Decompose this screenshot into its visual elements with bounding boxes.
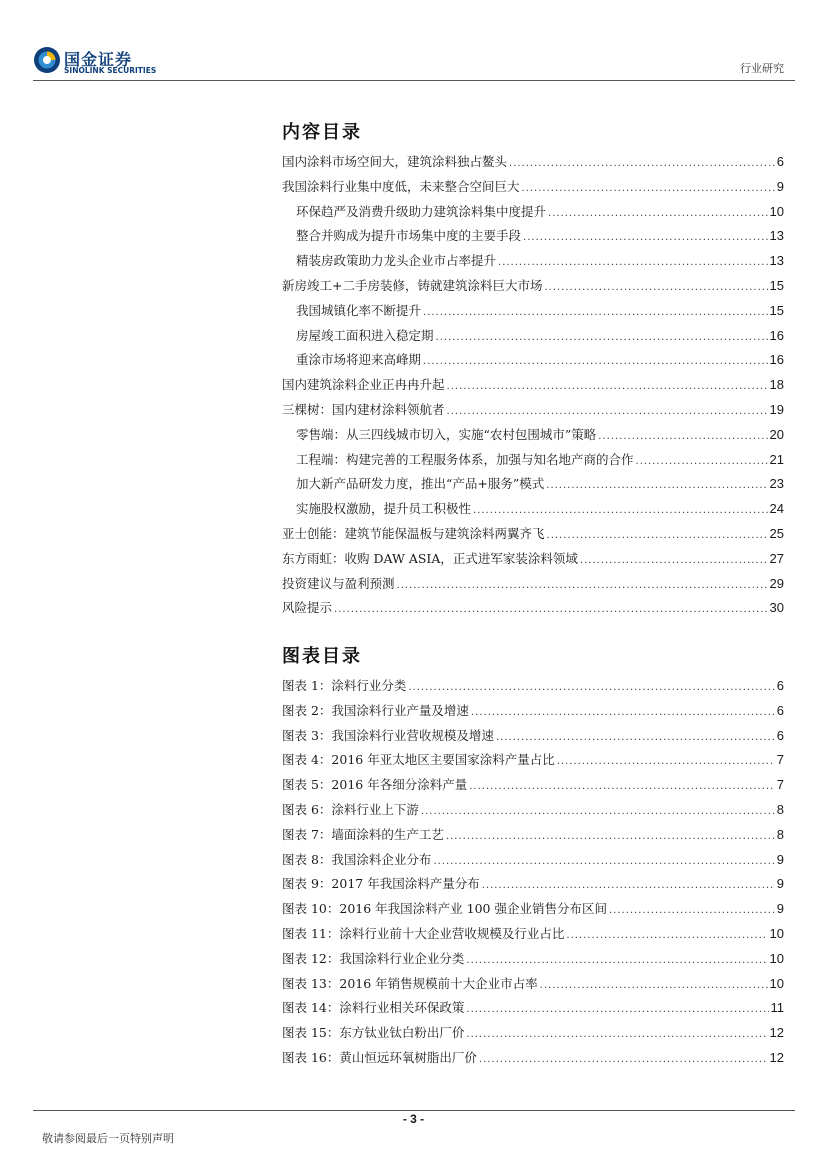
header-divider (33, 80, 795, 81)
toc-entry[interactable] (282, 423, 784, 448)
toc-entry-page: 13 (769, 253, 784, 269)
toc-entry-page: 30 (769, 600, 784, 616)
toc-entry[interactable] (282, 596, 784, 621)
dot-leader (580, 549, 768, 574)
toc-entry-page: 16 (769, 352, 784, 368)
dot-leader (433, 850, 774, 875)
figure-entry[interactable] (282, 972, 784, 997)
logo-english-name: SINOLINK SECURITIES (64, 66, 157, 75)
disclaimer-note: 敬请参阅最后一页特别声明 (42, 1132, 174, 1145)
toc-entry[interactable] (282, 497, 784, 522)
dot-leader (609, 899, 775, 924)
dot-leader (466, 949, 767, 974)
toc-entry-text: 我国城镇化率不断提升 (296, 302, 422, 318)
dot-leader (397, 574, 768, 599)
toc-entry-page: 25 (769, 525, 784, 541)
dot-leader (496, 726, 775, 751)
toc-entry[interactable] (282, 200, 784, 225)
figure-entry[interactable] (282, 872, 784, 897)
page-number: - 3 - (402, 1112, 425, 1126)
toc-entry[interactable] (282, 398, 784, 423)
dot-leader (447, 375, 768, 400)
dot-leader (446, 825, 775, 850)
figure-entry-page: 10 (769, 925, 784, 941)
figure-entry[interactable] (282, 773, 784, 798)
dot-leader (498, 251, 768, 276)
figure-entry[interactable] (282, 947, 784, 972)
figure-entry-page: 9 (776, 876, 784, 892)
page-header (0, 0, 827, 82)
toc-entry[interactable] (282, 448, 784, 473)
dot-leader (557, 750, 775, 775)
toc-entry-page: 15 (769, 302, 784, 318)
toc-entry-text: 国内建筑涂料企业正冉冉升起 (282, 377, 445, 393)
figure-entry-page: 7 (776, 777, 784, 793)
figure-entry-text: 图表 8：我国涂料企业分布 (282, 851, 432, 867)
toc-entry-page: 10 (769, 203, 784, 219)
toc-entry-text: 风险提示 (282, 600, 333, 616)
dot-leader (334, 598, 768, 623)
figure-entry-text: 图表 13：2016 年销售规模前十大企业市占率 (282, 975, 538, 991)
toc-entry[interactable] (282, 249, 784, 274)
toc-entry-text: 零售端：从三四线城市切入，实施“农村包围城市”策略 (296, 426, 597, 442)
toc-entry[interactable] (282, 472, 784, 497)
figure-entry[interactable] (282, 996, 784, 1021)
toc-entry[interactable] (282, 299, 784, 324)
figure-entry[interactable] (282, 724, 784, 749)
toc-entry-text: 我国涂料行业集中度低，未来整合空间巨大 (282, 178, 520, 194)
dot-leader (598, 425, 767, 450)
figure-entry-page: 8 (776, 801, 784, 817)
figure-entry-page: 11 (770, 1000, 784, 1016)
dot-leader (522, 177, 775, 202)
figure-entry-text: 图表 16：黄山恒远环氧树脂出厂价 (282, 1049, 477, 1065)
figure-entry[interactable] (282, 823, 784, 848)
toc-entry-page: 21 (769, 451, 784, 467)
toc-entry-text: 环保趋严及消费升级助力建筑涂料集中度提升 (296, 203, 547, 219)
figure-entry-text: 图表 6：涂料行业上下游 (282, 801, 419, 817)
toc-entry-text: 国内涂料市场空间大，建筑涂料独占鳌头 (282, 154, 508, 169)
logo-chinese-name: 国金证券 (64, 50, 133, 69)
toc-entry-page: 18 (769, 377, 784, 393)
figure-entry-page: 6 (776, 678, 784, 693)
dot-leader (471, 701, 775, 726)
toc-entry[interactable] (282, 324, 784, 349)
toc-entry-text: 整合并购成为提升市场集中度的主要手段 (296, 228, 522, 244)
dot-leader (473, 499, 768, 524)
figure-entry-text: 图表 14：涂料行业相关环保政策 (282, 1000, 465, 1016)
toc-entry-text: 三棵树：国内建材涂料领航者 (282, 401, 445, 417)
toc-entry-page: 19 (769, 401, 784, 417)
toc-entry-page: 27 (769, 550, 784, 566)
dot-leader (482, 874, 775, 899)
figure-entry-text: 图表 4：2016 年亚太地区主要国家涂料产量占比 (282, 752, 555, 768)
toc-entry[interactable] (282, 224, 784, 249)
figure-entry-page: 9 (776, 901, 784, 917)
toc-entry-text: 工程端：构建完善的工程服务体系，加强与知名地产商的合作 (296, 451, 634, 467)
dot-leader (509, 152, 775, 177)
figure-entry[interactable] (282, 1046, 784, 1071)
dot-leader (423, 301, 768, 326)
dot-leader (544, 276, 767, 301)
sinolink-logo-icon (33, 46, 61, 74)
figure-entry-page: 9 (776, 851, 784, 867)
figure-entry[interactable] (282, 848, 784, 873)
figure-entry[interactable] (282, 674, 784, 699)
figure-entry[interactable] (282, 1021, 784, 1046)
toc-entry[interactable] (282, 522, 784, 547)
figure-entry[interactable] (282, 748, 784, 773)
dot-leader (466, 1023, 767, 1048)
figure-entry-text: 图表 15：东方钛业钛白粉出厂价 (282, 1025, 465, 1041)
toc-entry-page: 24 (769, 501, 784, 517)
toc-entry-page: 9 (776, 178, 784, 194)
dot-leader (436, 326, 768, 351)
toc-entry-page: 23 (769, 476, 784, 492)
figure-entry-page: 12 (769, 1025, 784, 1041)
figure-entry-page: 12 (769, 1049, 784, 1065)
figure-entry[interactable] (282, 798, 784, 823)
dot-leader (546, 474, 767, 499)
toc-entry-page: 29 (769, 575, 784, 591)
figure-entry-text: 图表 5：2016 年各细分涂料产量 (282, 777, 468, 793)
figure-entry[interactable] (282, 897, 784, 922)
dot-leader (466, 998, 768, 1023)
toc-entry-text: 房屋竣工面积进入稳定期 (296, 327, 434, 343)
figure-entry-text: 图表 9：2017 年我国涂料产量分布 (282, 876, 480, 892)
toc-list (282, 150, 784, 621)
toc-entry-page: 6 (776, 154, 784, 169)
figure-entry[interactable] (282, 922, 784, 947)
toc-entry-page: 15 (769, 277, 784, 293)
figure-entry-page: 6 (776, 727, 784, 743)
dot-leader (479, 1048, 768, 1073)
figure-entry-text: 图表 1：涂料行业分类 (282, 678, 407, 693)
dot-leader (447, 400, 768, 425)
dot-leader (421, 800, 775, 825)
toc-entry-text: 重涂市场将迎来高峰期 (296, 352, 422, 368)
dot-leader (408, 676, 774, 701)
toc-entry[interactable] (282, 572, 784, 597)
toc-entry-text: 投资建议与盈利预测 (282, 575, 395, 591)
dot-leader (636, 450, 768, 475)
figure-entry-text: 图表 10：2016 年我国涂料产业 100 强企业销售分布区间 (282, 901, 607, 917)
dot-leader (540, 974, 768, 999)
toc-entry[interactable] (282, 373, 784, 398)
figure-entry-page: 10 (769, 975, 784, 991)
figure-entry-page: 8 (776, 826, 784, 842)
dot-leader (423, 350, 768, 375)
toc-entry-page: 16 (769, 327, 784, 343)
toc-entry-text: 精装房政策助力龙头企业市占率提升 (296, 253, 497, 269)
toc-entry[interactable] (282, 547, 784, 572)
figure-entry-text: 图表 11：涂料行业前十大企业营收规模及行业占比 (282, 925, 565, 941)
dot-leader (523, 226, 768, 251)
figure-entry[interactable] (282, 699, 784, 724)
figure-entry-text: 图表 12：我国涂料行业企业分类 (282, 950, 465, 966)
figure-entry-text: 图表 7：墙面涂料的生产工艺 (282, 826, 444, 842)
toc-entry[interactable] (282, 175, 784, 200)
dot-leader (566, 924, 767, 949)
figure-entry-text: 图表 3：我国涂料行业营收规模及增速 (282, 727, 494, 743)
toc-entry-text: 加大新产品研发力度，推出“产品+服务”模式 (296, 476, 545, 492)
toc-entry[interactable] (282, 348, 784, 373)
figure-entry-text: 图表 2：我国涂料行业产量及增速 (282, 702, 469, 718)
figures-list (282, 674, 784, 1071)
dot-leader (548, 202, 768, 227)
dot-leader (469, 775, 775, 800)
toc-entry-text: 东方雨虹：收购 DAW ASIA，正式进军家装涂料领域 (282, 550, 578, 566)
figure-entry-page: 7 (776, 752, 784, 768)
dot-leader (547, 524, 768, 549)
toc-title: 内容目录 (282, 122, 362, 143)
toc-entry-page: 20 (769, 426, 784, 442)
figures-title: 图表目录 (282, 646, 362, 667)
toc-entry[interactable] (282, 150, 784, 175)
toc-entry-text: 亚士创能：建筑节能保温板与建筑涂料两翼齐飞 (282, 525, 545, 541)
footer-divider (33, 1110, 795, 1111)
toc-entry-page: 13 (769, 228, 784, 244)
toc-entry[interactable] (282, 274, 784, 299)
toc-entry-text: 新房竣工+二手房装修，铸就建筑涂料巨大市场 (282, 277, 543, 293)
toc-entry-text: 实施股权激励，提升员工积极性 (296, 501, 472, 517)
figure-entry-page: 10 (769, 950, 784, 966)
figure-entry-page: 6 (776, 702, 784, 718)
report-category: 行业研究 (740, 62, 784, 75)
